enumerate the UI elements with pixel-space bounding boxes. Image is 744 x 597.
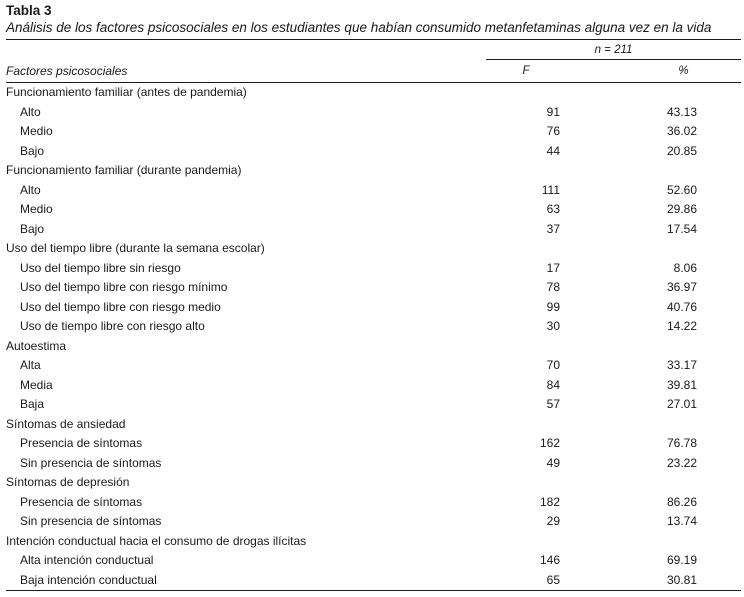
frequency-value: 57 — [546, 397, 560, 411]
category-row — [6, 161, 741, 181]
table-row — [6, 298, 741, 318]
table-row — [6, 103, 741, 123]
percent-value: 23.22 — [666, 455, 698, 470]
row-label: Bajo — [20, 221, 45, 236]
category-title: Autoestima — [6, 338, 67, 353]
row-label: Bajo — [20, 143, 45, 158]
table-row — [6, 493, 741, 513]
percent-value: 69.19 — [666, 553, 698, 567]
factor-column-header: Factores psicosociales — [6, 60, 486, 83]
frequency-value: 182 — [539, 494, 560, 509]
category-title: Intención conductual hacia el consumo de drogas ilícitas — [6, 533, 307, 548]
row-label: Sin presencia de síntomas — [20, 514, 162, 528]
category-row — [6, 415, 741, 435]
frequency-value: 65 — [486, 571, 566, 591]
category-row — [6, 239, 741, 259]
row-label: Alto — [20, 182, 41, 197]
row-label: Medio — [20, 124, 53, 138]
table-row — [6, 278, 741, 298]
frequency-value: 76 — [546, 124, 560, 138]
table-row — [6, 317, 741, 337]
row-label: Uso del tiempo libre con riesgo mínimo — [20, 280, 228, 294]
category-title: Funcionamiento familiar (durante pandemia) — [6, 163, 242, 177]
percent-value: 8.06 — [673, 260, 698, 275]
frequency-value: 30 — [546, 319, 560, 333]
frequency-value: 111 — [541, 182, 560, 197]
category-title: Síntomas de depresión — [6, 475, 130, 489]
row-label: Presencia de síntomas — [20, 494, 143, 509]
percent-value: 27.01 — [666, 397, 698, 411]
table-row — [6, 434, 741, 454]
percent-value: 13.74 — [666, 514, 698, 528]
table-body — [6, 83, 741, 591]
category-title: Síntomas de ansiedad — [6, 416, 126, 431]
table-row — [6, 376, 741, 396]
frequency-value: 78 — [546, 280, 560, 294]
category-title: Funcionamiento familiar (antes de pandemia) — [6, 85, 247, 99]
row-label: Uso de tiempo libre con riesgo alto — [20, 319, 205, 333]
frequency-value: 146 — [539, 553, 560, 567]
table-row — [6, 142, 741, 162]
percent-value: 14.22 — [666, 319, 698, 333]
category-row — [6, 473, 741, 493]
frequency-value: 44 — [546, 143, 560, 158]
row-label: Uso del tiempo libre sin riesgo — [20, 260, 181, 275]
frequency-value: 162 — [539, 436, 560, 450]
table-row — [6, 181, 741, 201]
row-label: Alto — [20, 104, 41, 119]
table-row — [6, 512, 741, 532]
percent-column-header: % — [626, 60, 741, 83]
frequency-value: 70 — [546, 358, 560, 372]
table-row — [6, 122, 741, 142]
percent-value: 52.60 — [666, 182, 698, 197]
table-row — [6, 454, 741, 474]
category-row — [6, 337, 741, 357]
category-row — [6, 83, 741, 103]
percent-value: 29.86 — [666, 202, 698, 216]
row-label: Baja — [20, 397, 45, 411]
category-row — [6, 532, 741, 552]
percent-value: 30.81 — [626, 571, 741, 591]
percent-value: 36.97 — [666, 280, 698, 294]
frequency-value: 49 — [546, 455, 560, 470]
frequency-value: 29 — [546, 514, 560, 528]
frequency-value: 84 — [546, 377, 560, 392]
data-table — [6, 40, 741, 591]
row-label: Medio — [20, 202, 53, 216]
table-caption: Análisis de los factores psicosociales en los estudiantes que habían consumido metanfetaminas alguna vez en la vida — [6, 20, 712, 35]
table-container — [6, 3, 741, 591]
row-label: Presencia de síntomas — [20, 436, 143, 450]
table-row — [6, 200, 741, 220]
percent-value: 40.76 — [666, 299, 698, 314]
sample-size-label: n = 211 — [486, 40, 741, 60]
frequency-value: 91 — [546, 104, 560, 119]
table-label: Tabla 3 — [6, 3, 52, 18]
table-header — [6, 40, 741, 83]
frequency-value: 99 — [546, 299, 560, 314]
frequency-value: 63 — [546, 202, 560, 216]
row-label: Uso del tiempo libre con riesgo medio — [20, 299, 221, 314]
frequency-value: 37 — [546, 221, 560, 236]
percent-value: 43.13 — [666, 104, 698, 119]
frequency-column-header: F — [486, 60, 566, 83]
category-title: Uso del tiempo libre (durante la semana escolar) — [6, 241, 265, 255]
percent-value: 76.78 — [666, 436, 698, 450]
table-row — [6, 356, 741, 376]
percent-value: 17.54 — [666, 221, 698, 236]
percent-value: 86.26 — [666, 494, 698, 509]
table-row — [6, 220, 741, 240]
row-label: Alta — [20, 358, 41, 372]
percent-value: 33.17 — [666, 358, 698, 372]
table-row — [6, 259, 741, 279]
table-row — [6, 571, 741, 591]
percent-value: 36.02 — [666, 124, 698, 138]
row-label: Alta intención conductual — [20, 553, 154, 567]
row-label: Media — [20, 377, 53, 392]
frequency-value: 17 — [546, 260, 560, 275]
percent-value: 39.81 — [666, 377, 698, 392]
table-row — [6, 551, 741, 571]
row-label: Sin presencia de síntomas — [20, 455, 162, 470]
row-label: Baja intención conductual — [6, 571, 486, 591]
table-row — [6, 395, 741, 415]
percent-value: 20.85 — [666, 143, 698, 158]
